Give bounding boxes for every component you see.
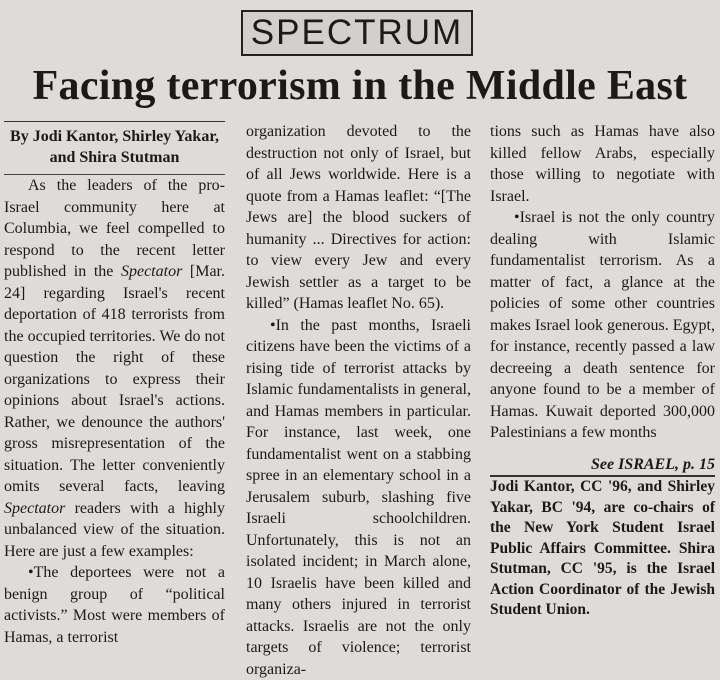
- article-column-1: [4, 121, 225, 648]
- paragraph: As the leaders of the pro-Israel community here at Columbia, we feel compelled to respond to the recent letter published in the Spectator [Mar. 24] regarding Israel's recent deportation of 418 terrorists from the occupied territories. We do not question the right of these organizations to express their opinions about Israel's actions. Rather, we denounce the authors' gross misrepresentation of the situation. The letter conveniently omits several facts, leaving Spectator readers with a highly unbalanced view of the situation. Here are just a few examples:: [4, 175, 225, 562]
- article-column-3: [490, 121, 715, 621]
- publication-name: Spectator: [121, 263, 182, 280]
- byline-line-2: and Shira Stutman: [4, 148, 225, 169]
- article-column-2: [246, 121, 471, 680]
- paragraph: •Israel is not the only country dealing with Islamic fundamentalist terrorism. As a matter of fact, a glance at the policies of some other countries makes Israel look generous. Egypt, for instance, recently passed a law decreeing a death sentence for anyone found to be a member of Hamas. Kuwait deported 300,000 Palestinians a few months: [490, 207, 715, 444]
- continuation-jump: See ISRAEL, p. 15: [490, 454, 715, 476]
- paragraph: organization devoted to the destruction not only of Israel, but of all Jews worldwide. Here is a quote from a Hamas leaflet: “[The Jews are] the blood suckers of humanity ... Directives for action: to view every Jew and every Jewish settler as a target to be killed” (Hamas leaflet No. 65).: [246, 121, 471, 315]
- paragraph: •The deportees were not a benign group of “political activists.” Most were members of Hamas, a terrorist: [4, 562, 225, 648]
- article-headline: Facing terrorism in the Middle East: [0, 62, 720, 110]
- paragraph: tions such as Hamas have also killed fellow Arabs, especially those willing to negotiate with Israel.: [490, 121, 715, 207]
- section-title: SPECTRUM: [251, 13, 463, 53]
- byline: [4, 121, 225, 174]
- paragraph: •In the past months, Israeli citizens have been the victims of a rising tide of terrorist attacks by Islamic fundamentalists in general, and Hamas members in particular. For instance, last week, one fundamentalist went on a stabbing spree in an elementary school in a Jerusalem suburb, slashing five Israeli schoolchildren. Unfortunately, this is not an isolated incident; in March alone, 10 Israelis have been killed and many others injured in terrorist attacks. Israelis are not the only targets of violence; terrorist organiza-: [246, 315, 471, 680]
- byline-line-1: By Jodi Kantor, Shirley Yakar,: [4, 127, 225, 148]
- publication-name: Spectator: [4, 500, 65, 517]
- section-banner: [241, 10, 473, 56]
- author-bio: Jodi Kantor, CC '96, and Shirley Yakar, BC '94, are co-chairs of the New York Student Israel Public Affairs Committee. Shira Stutman, CC '95, is the Israel Action Coordinator of the Jewish Student Union.: [490, 477, 715, 621]
